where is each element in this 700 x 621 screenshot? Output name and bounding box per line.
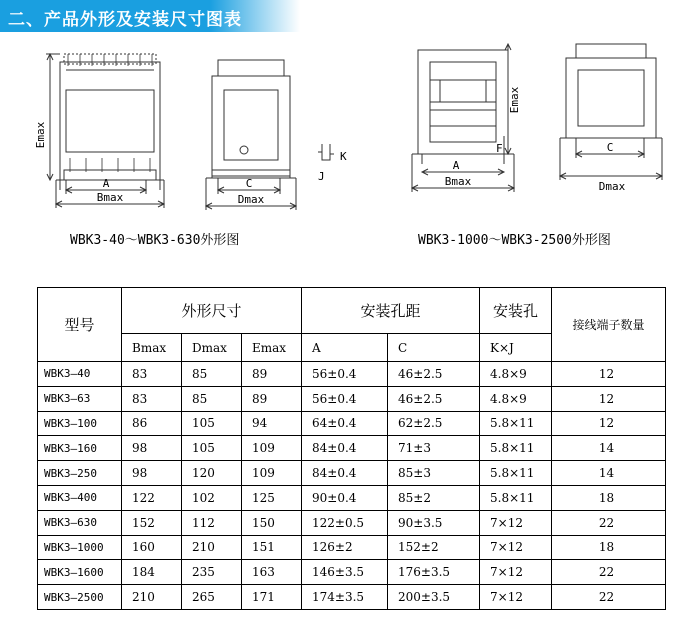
table-row (38, 386, 666, 411)
cell-a: 126±2 (302, 535, 388, 560)
right-outline-drawing (400, 40, 680, 210)
cell-kj: 4.8×9 (480, 386, 552, 411)
cell-dmax: 120 (182, 461, 242, 486)
cell-terms: 22 (552, 560, 666, 585)
cell-terms: 14 (552, 436, 666, 461)
cell-terms: 18 (552, 535, 666, 560)
table-row (38, 560, 666, 585)
cell-model: WBK3—1600 (38, 560, 122, 585)
cell-c: 200±3.5 (388, 585, 480, 610)
left-emax-label: Emax (34, 121, 47, 149)
cell-emax: 109 (242, 436, 302, 461)
cell-emax: 150 (242, 510, 302, 535)
cell-kj: 7×12 (480, 560, 552, 585)
cell-emax: 89 (242, 362, 302, 387)
cell-a: 174±3.5 (302, 585, 388, 610)
cell-bmax: 184 (122, 560, 182, 585)
cell-kj: 5.8×11 (480, 411, 552, 436)
cell-c: 71±3 (388, 436, 480, 461)
left-j-label: J (318, 170, 325, 183)
header-emax: Emax (242, 334, 302, 362)
cell-dmax: 112 (182, 510, 242, 535)
cell-emax: 171 (242, 585, 302, 610)
cell-dmax: 102 (182, 485, 242, 510)
header-kj: K×J (480, 334, 552, 362)
right-figure-caption: WBK3-1000～WBK3-2500外形图 (418, 233, 611, 248)
cell-kj: 4.8×9 (480, 362, 552, 387)
header-mount: 安装孔距 (302, 288, 480, 334)
cell-emax: 163 (242, 560, 302, 585)
spec-table (37, 287, 666, 610)
left-bmax-label: Bmax (96, 191, 124, 204)
cell-model: WBK3—1000 (38, 535, 122, 560)
cell-kj: 5.8×11 (480, 485, 552, 510)
cell-a: 56±0.4 (302, 362, 388, 387)
table-row (38, 510, 666, 535)
cell-bmax: 83 (122, 386, 182, 411)
cell-dmax: 210 (182, 535, 242, 560)
header-hole: 安装孔 (480, 288, 552, 334)
cell-c: 85±3 (388, 461, 480, 486)
cell-emax: 151 (242, 535, 302, 560)
left-figure-caption: WBK3-40～WBK3-630外形图 (70, 233, 240, 248)
cell-bmax: 210 (122, 585, 182, 610)
cell-bmax: 152 (122, 510, 182, 535)
cell-kj: 7×12 (480, 585, 552, 610)
section-header-bar (0, 0, 300, 32)
cell-bmax: 160 (122, 535, 182, 560)
header-terminals: 接线端子数量 (552, 288, 666, 362)
cell-dmax: 85 (182, 362, 242, 387)
cell-dmax: 105 (182, 411, 242, 436)
cell-terms: 12 (552, 362, 666, 387)
right-emax-label: Emax (508, 86, 521, 114)
cell-a: 84±0.4 (302, 461, 388, 486)
cell-dmax: 265 (182, 585, 242, 610)
left-dmax-label: Dmax (237, 193, 265, 206)
cell-model: WBK3—160 (38, 436, 122, 461)
header-model: 型号 (38, 288, 122, 362)
cell-model: WBK3—630 (38, 510, 122, 535)
cell-a: 122±0.5 (302, 510, 388, 535)
right-dmax-label: Dmax (598, 180, 626, 193)
left-outline-drawing (30, 40, 390, 240)
cell-c: 176±3.5 (388, 560, 480, 585)
header-outline: 外形尺寸 (122, 288, 302, 334)
cell-kj: 7×12 (480, 535, 552, 560)
cell-terms: 18 (552, 485, 666, 510)
cell-a: 146±3.5 (302, 560, 388, 585)
cell-c: 46±2.5 (388, 362, 480, 387)
cell-emax: 109 (242, 461, 302, 486)
section-title: 二、产品外形及安装尺寸图表 (8, 10, 242, 30)
cell-bmax: 122 (122, 485, 182, 510)
table-row (38, 362, 666, 387)
cell-kj: 5.8×11 (480, 436, 552, 461)
cell-kj: 7×12 (480, 510, 552, 535)
cell-bmax: 86 (122, 411, 182, 436)
left-a-label: A (102, 177, 110, 190)
table-row (38, 535, 666, 560)
spec-table-body (38, 362, 666, 610)
cell-terms: 12 (552, 386, 666, 411)
cell-model: WBK3—2500 (38, 585, 122, 610)
cell-model: WBK3—100 (38, 411, 122, 436)
cell-a: 90±0.4 (302, 485, 388, 510)
header-c: C (388, 334, 480, 362)
cell-c: 46±2.5 (388, 386, 480, 411)
right-a-label: A (452, 159, 460, 172)
left-c-label: C (245, 177, 253, 190)
cell-emax: 94 (242, 411, 302, 436)
cell-a: 84±0.4 (302, 436, 388, 461)
right-f-label: F (496, 142, 503, 155)
cell-c: 90±3.5 (388, 510, 480, 535)
table-row (38, 411, 666, 436)
cell-dmax: 235 (182, 560, 242, 585)
cell-terms: 14 (552, 461, 666, 486)
cell-a: 56±0.4 (302, 386, 388, 411)
cell-kj: 5.8×11 (480, 461, 552, 486)
cell-c: 85±2 (388, 485, 480, 510)
cell-model: WBK3—40 (38, 362, 122, 387)
cell-c: 152±2 (388, 535, 480, 560)
cell-bmax: 83 (122, 362, 182, 387)
left-k-label: K (340, 150, 347, 163)
cell-terms: 22 (552, 585, 666, 610)
table-row (38, 461, 666, 486)
right-bmax-label: Bmax (444, 175, 472, 188)
header-a: A (302, 334, 388, 362)
cell-model: WBK3—400 (38, 485, 122, 510)
cell-bmax: 98 (122, 436, 182, 461)
cell-emax: 89 (242, 386, 302, 411)
cell-emax: 125 (242, 485, 302, 510)
cell-terms: 12 (552, 411, 666, 436)
cell-a: 64±0.4 (302, 411, 388, 436)
cell-c: 62±2.5 (388, 411, 480, 436)
cell-dmax: 85 (182, 386, 242, 411)
table-row (38, 436, 666, 461)
right-c-label: C (606, 141, 614, 154)
cell-dmax: 105 (182, 436, 242, 461)
header-dmax: Dmax (182, 334, 242, 362)
header-bmax: Bmax (122, 334, 182, 362)
cell-terms: 22 (552, 510, 666, 535)
cell-bmax: 98 (122, 461, 182, 486)
table-row (38, 485, 666, 510)
table-row (38, 585, 666, 610)
cell-model: WBK3—250 (38, 461, 122, 486)
cell-model: WBK3—63 (38, 386, 122, 411)
